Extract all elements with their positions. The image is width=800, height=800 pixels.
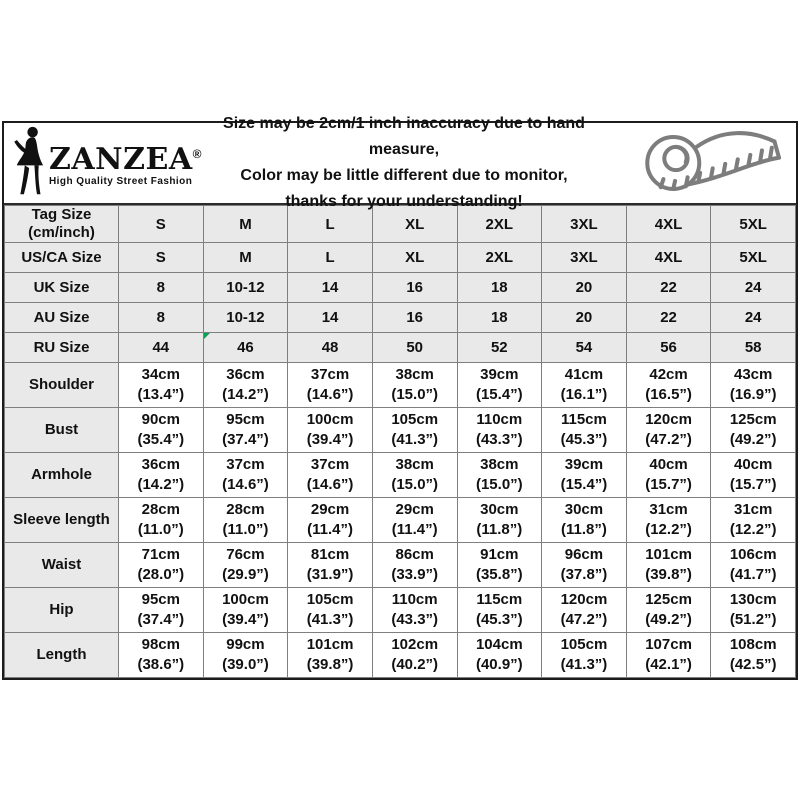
measure-value-cell bbox=[457, 633, 542, 678]
value-cm: 86cm bbox=[395, 546, 434, 563]
comment-marker-icon bbox=[204, 333, 210, 339]
value-inch: (14.6”) bbox=[222, 476, 269, 493]
brand-name: ZANZEA® bbox=[49, 142, 202, 177]
size-value-cell: 24 bbox=[711, 303, 796, 333]
value-inch: (41.3”) bbox=[306, 611, 354, 628]
size-row bbox=[5, 243, 796, 273]
measure-value-cell bbox=[203, 408, 288, 453]
value-cm: 38cm bbox=[395, 456, 434, 473]
value-cm: 96cm bbox=[564, 546, 604, 563]
measure-value-cell bbox=[626, 363, 711, 408]
value-cm: 102cm bbox=[391, 636, 439, 653]
value-inch: (37.4”) bbox=[137, 611, 185, 628]
size-value-cell: 56 bbox=[626, 333, 711, 363]
value-cm: 125cm bbox=[729, 411, 777, 428]
measure-value-cell bbox=[119, 543, 204, 588]
value-cm: 31cm bbox=[734, 501, 773, 518]
value-cm: 130cm bbox=[729, 591, 777, 608]
value-inch: (33.9”) bbox=[391, 566, 439, 583]
value-inch: (39.4”) bbox=[222, 611, 269, 628]
measure-row bbox=[5, 453, 796, 498]
size-value-cell: M bbox=[203, 243, 288, 273]
value-cm: 101cm bbox=[645, 546, 692, 563]
value-cm: 71cm bbox=[141, 546, 180, 563]
value-inch: (15.7”) bbox=[729, 476, 777, 493]
value-cm: 108cm bbox=[729, 636, 777, 653]
size-value-cell: 58 bbox=[711, 333, 796, 363]
value-cm: 99cm bbox=[226, 636, 265, 653]
value-inch: (15.7”) bbox=[645, 476, 692, 493]
value-inch: (49.2”) bbox=[729, 431, 777, 448]
value-cm: 38cm bbox=[395, 366, 434, 383]
value-inch: (38.6”) bbox=[137, 656, 185, 673]
size-value-cell: XL bbox=[372, 243, 457, 273]
measure-value-cell bbox=[203, 633, 288, 678]
value-inch: (31.9”) bbox=[306, 566, 354, 583]
row-label: Waist bbox=[5, 543, 119, 588]
row-label-line: AU Size bbox=[33, 308, 90, 326]
measurement-notice bbox=[184, 111, 624, 215]
value-cm: 81cm bbox=[310, 546, 350, 563]
row-label: Hip bbox=[5, 588, 119, 633]
measure-value-cell bbox=[119, 453, 204, 498]
row-label bbox=[5, 243, 119, 273]
value-cm: 105cm bbox=[306, 591, 354, 608]
value-cm: 29cm bbox=[395, 501, 434, 518]
row-label: Shoulder bbox=[5, 363, 119, 408]
value-cm: 39cm bbox=[480, 366, 519, 383]
size-value-cell: 52 bbox=[457, 333, 542, 363]
measure-value-cell bbox=[457, 498, 542, 543]
size-value-cell: 16 bbox=[372, 303, 457, 333]
row-label-line: Tag Size bbox=[31, 206, 92, 223]
size-value-cell: L bbox=[288, 206, 373, 243]
measure-value-cell bbox=[542, 408, 627, 453]
value-inch: (11.4”) bbox=[307, 521, 353, 538]
size-value-cell: 46 bbox=[203, 333, 288, 363]
value-cm: 39cm bbox=[564, 456, 604, 473]
measure-value-cell bbox=[542, 453, 627, 498]
notice-line-3: thanks for your understanding! bbox=[285, 193, 523, 210]
measure-value-cell bbox=[711, 633, 796, 678]
measure-value-cell bbox=[119, 363, 204, 408]
measure-row bbox=[5, 498, 796, 543]
size-value-cell: 18 bbox=[457, 303, 542, 333]
measure-value-cell bbox=[372, 498, 457, 543]
value-inch: (49.2”) bbox=[645, 611, 692, 628]
measure-value-cell bbox=[457, 543, 542, 588]
value-cm: 41cm bbox=[564, 366, 604, 383]
size-value-cell: S bbox=[119, 243, 204, 273]
measure-value-cell bbox=[457, 363, 542, 408]
value-inch: (14.6”) bbox=[306, 386, 354, 403]
value-inch: (41.3”) bbox=[560, 656, 608, 673]
value-inch: (13.4”) bbox=[137, 386, 185, 403]
value-cm: 37cm bbox=[310, 456, 350, 473]
measure-value-cell bbox=[203, 543, 288, 588]
size-value-cell: 10-12 bbox=[203, 273, 288, 303]
value-cm: 120cm bbox=[560, 591, 608, 608]
size-value-cell: 5XL bbox=[711, 243, 796, 273]
brand-text bbox=[49, 139, 202, 187]
measure-value-cell bbox=[626, 588, 711, 633]
value-inch: (43.3”) bbox=[475, 431, 523, 448]
measure-value-cell bbox=[372, 363, 457, 408]
measure-value-cell bbox=[626, 633, 711, 678]
value-cm: 107cm bbox=[645, 636, 692, 653]
value-cm: 40cm bbox=[734, 456, 773, 473]
value-cm: 36cm bbox=[141, 456, 180, 473]
measure-value-cell bbox=[203, 498, 288, 543]
value-cm: 106cm bbox=[729, 546, 777, 563]
value-cm: 125cm bbox=[645, 591, 692, 608]
value-cm: 120cm bbox=[645, 411, 692, 428]
size-value-cell: S bbox=[119, 206, 204, 243]
measure-value-cell bbox=[457, 453, 542, 498]
value-inch: (42.5”) bbox=[729, 656, 777, 673]
measure-value-cell bbox=[457, 588, 542, 633]
woman-silhouette-icon bbox=[12, 126, 48, 201]
measure-value-cell bbox=[626, 498, 711, 543]
value-inch: (15.4”) bbox=[475, 386, 523, 403]
size-value-cell: 20 bbox=[542, 303, 627, 333]
value-inch: (41.7”) bbox=[729, 566, 777, 583]
row-label bbox=[5, 303, 119, 333]
size-value-cell: 2XL bbox=[457, 206, 542, 243]
size-value-cell: 44 bbox=[119, 333, 204, 363]
value-cm: 37cm bbox=[310, 366, 350, 383]
value-cm: 100cm bbox=[222, 591, 269, 608]
size-chart-panel bbox=[2, 115, 798, 680]
measure-value-cell bbox=[542, 633, 627, 678]
value-cm: 105cm bbox=[560, 636, 608, 653]
size-value-cell: 8 bbox=[119, 303, 204, 333]
size-row bbox=[5, 303, 796, 333]
measuring-tape-icon bbox=[624, 120, 796, 206]
row-label: Bust bbox=[5, 408, 119, 453]
size-value-cell: 20 bbox=[542, 273, 627, 303]
value-cm: 28cm bbox=[226, 501, 265, 518]
measure-value-cell bbox=[288, 453, 373, 498]
size-value-cell: 10-12 bbox=[203, 303, 288, 333]
measure-value-cell bbox=[119, 408, 204, 453]
value-inch: (14.2”) bbox=[137, 476, 185, 493]
value-inch: (35.8”) bbox=[475, 566, 523, 583]
measure-value-cell bbox=[711, 543, 796, 588]
value-cm: 115cm bbox=[560, 411, 607, 428]
value-cm: 91cm bbox=[480, 546, 519, 563]
value-inch: (47.2”) bbox=[645, 431, 692, 448]
size-value-cell: 3XL bbox=[542, 206, 627, 243]
measure-value-cell bbox=[372, 588, 457, 633]
measure-row bbox=[5, 408, 796, 453]
size-value-cell: M bbox=[203, 206, 288, 243]
value-inch: (37.4”) bbox=[222, 431, 269, 448]
value-inch: (14.6”) bbox=[306, 476, 354, 493]
value-inch: (15.0”) bbox=[391, 476, 439, 493]
measure-value-cell bbox=[626, 408, 711, 453]
measure-value-cell bbox=[203, 363, 288, 408]
measure-value-cell bbox=[711, 363, 796, 408]
size-value-cell: 54 bbox=[542, 333, 627, 363]
value-inch: (15.0”) bbox=[475, 476, 523, 493]
value-cm: 90cm bbox=[141, 411, 180, 428]
row-label: Length bbox=[5, 633, 119, 678]
value-cm: 38cm bbox=[480, 456, 519, 473]
row-label-line: (cm/inch) bbox=[28, 224, 95, 241]
value-inch: (40.2”) bbox=[391, 656, 439, 673]
size-value-cell: L bbox=[288, 243, 373, 273]
measure-row bbox=[5, 543, 796, 588]
row-label-line: RU Size bbox=[33, 338, 90, 356]
size-value-cell: 18 bbox=[457, 273, 542, 303]
value-inch: (11.8”) bbox=[476, 521, 523, 538]
value-cm: 95cm bbox=[226, 411, 265, 428]
size-value-cell: 5XL bbox=[711, 206, 796, 243]
measure-value-cell bbox=[542, 543, 627, 588]
measure-value-cell bbox=[288, 543, 373, 588]
size-value-cell: 8 bbox=[119, 273, 204, 303]
value-inch: (15.0”) bbox=[391, 386, 439, 403]
measure-value-cell bbox=[372, 543, 457, 588]
value-cm: 28cm bbox=[141, 501, 180, 518]
measure-value-cell bbox=[711, 453, 796, 498]
measure-value-cell bbox=[288, 408, 373, 453]
measure-row bbox=[5, 588, 796, 633]
value-inch: (12.2”) bbox=[729, 521, 777, 538]
value-cm: 43cm bbox=[734, 366, 773, 383]
value-cm: 34cm bbox=[141, 366, 180, 383]
size-value-cell: XL bbox=[372, 206, 457, 243]
measure-value-cell bbox=[372, 453, 457, 498]
measure-value-cell bbox=[119, 588, 204, 633]
size-value-cell: 4XL bbox=[626, 206, 711, 243]
measure-value-cell bbox=[626, 453, 711, 498]
value-cm: 37cm bbox=[226, 456, 265, 473]
measure-value-cell bbox=[288, 633, 373, 678]
value-inch: (42.1”) bbox=[645, 656, 692, 673]
brand-logo bbox=[4, 126, 202, 201]
measure-value-cell bbox=[372, 408, 457, 453]
measure-row bbox=[5, 633, 796, 678]
value-cm: 76cm bbox=[226, 546, 265, 563]
value-cm: 110cm bbox=[476, 411, 523, 428]
value-inch: (43.3”) bbox=[391, 611, 439, 628]
registered-mark: ® bbox=[192, 147, 202, 161]
notice-line-1: Size may be 2cm/1 inch inaccuracy due to hand measure, bbox=[223, 115, 585, 158]
row-label bbox=[5, 333, 119, 363]
size-value-cell: 14 bbox=[288, 303, 373, 333]
value-inch: (45.3”) bbox=[475, 611, 523, 628]
value-cm: 110cm bbox=[391, 591, 438, 608]
size-row bbox=[5, 333, 796, 363]
value-inch: (35.4”) bbox=[137, 431, 185, 448]
measure-value-cell bbox=[203, 453, 288, 498]
row-label bbox=[5, 273, 119, 303]
value-cm: 101cm bbox=[306, 636, 354, 653]
size-row bbox=[5, 273, 796, 303]
measure-value-cell bbox=[119, 498, 204, 543]
measure-value-cell bbox=[542, 363, 627, 408]
value-inch: (45.3”) bbox=[560, 431, 608, 448]
measure-value-cell bbox=[626, 543, 711, 588]
measure-value-cell bbox=[288, 498, 373, 543]
measure-value-cell bbox=[711, 498, 796, 543]
value-inch: (40.9”) bbox=[475, 656, 523, 673]
size-value-cell: 4XL bbox=[626, 243, 711, 273]
value-inch: (39.4”) bbox=[306, 431, 354, 448]
value-inch: (11.4”) bbox=[391, 521, 438, 538]
size-value-cell: 24 bbox=[711, 273, 796, 303]
value-inch: (47.2”) bbox=[560, 611, 608, 628]
value-cm: 30cm bbox=[564, 501, 604, 518]
value-cm: 36cm bbox=[226, 366, 265, 383]
value-cm: 105cm bbox=[391, 411, 439, 428]
value-inch: (16.9”) bbox=[729, 386, 777, 403]
value-inch: (28.0”) bbox=[137, 566, 185, 583]
size-value-cell: 22 bbox=[626, 273, 711, 303]
row-label-line: US/CA Size bbox=[21, 248, 102, 266]
measure-value-cell bbox=[119, 633, 204, 678]
value-cm: 95cm bbox=[141, 591, 180, 608]
value-inch: (29.9”) bbox=[222, 566, 269, 583]
row-label: Armhole bbox=[5, 453, 119, 498]
measure-value-cell bbox=[542, 588, 627, 633]
value-inch: (39.8”) bbox=[306, 656, 354, 673]
chart-header bbox=[4, 115, 796, 210]
value-cm: 29cm bbox=[310, 501, 350, 518]
size-value-cell: 14 bbox=[288, 273, 373, 303]
size-table bbox=[4, 205, 796, 678]
measure-value-cell bbox=[288, 363, 373, 408]
row-label: Sleeve length bbox=[5, 498, 119, 543]
value-inch: (14.2”) bbox=[222, 386, 269, 403]
row-label-line: UK Size bbox=[33, 278, 90, 296]
value-cm: 104cm bbox=[475, 636, 523, 653]
value-inch: (11.8”) bbox=[561, 521, 607, 538]
size-value-cell: 2XL bbox=[457, 243, 542, 273]
measure-value-cell bbox=[457, 408, 542, 453]
value-cm: 42cm bbox=[649, 366, 688, 383]
value-inch: (41.3”) bbox=[391, 431, 439, 448]
value-inch: (11.0”) bbox=[222, 521, 269, 538]
value-cm: 31cm bbox=[649, 501, 688, 518]
size-value-cell: 50 bbox=[372, 333, 457, 363]
measure-row bbox=[5, 363, 796, 408]
measure-value-cell bbox=[203, 588, 288, 633]
size-value-cell: 22 bbox=[626, 303, 711, 333]
value-inch: (39.0”) bbox=[222, 656, 269, 673]
size-value-cell: 48 bbox=[288, 333, 373, 363]
value-inch: (16.5”) bbox=[645, 386, 692, 403]
size-value-cell: 3XL bbox=[542, 243, 627, 273]
value-inch: (16.1”) bbox=[560, 386, 608, 403]
value-cm: 40cm bbox=[649, 456, 688, 473]
value-cm: 100cm bbox=[306, 411, 354, 428]
value-cm: 115cm bbox=[476, 591, 523, 608]
measure-value-cell bbox=[711, 408, 796, 453]
row-label bbox=[5, 206, 119, 243]
value-inch: (39.8”) bbox=[645, 566, 692, 583]
value-inch: (51.2”) bbox=[729, 611, 777, 628]
size-value-cell: 16 bbox=[372, 273, 457, 303]
measure-value-cell bbox=[542, 498, 627, 543]
measure-value-cell bbox=[288, 588, 373, 633]
notice-line-2: Color may be little different due to monitor, bbox=[240, 167, 568, 184]
measure-value-cell bbox=[372, 633, 457, 678]
value-inch: (37.8”) bbox=[560, 566, 608, 583]
value-cm: 30cm bbox=[480, 501, 519, 518]
brand-tagline: High Quality Street Fashion bbox=[49, 176, 193, 187]
measure-value-cell bbox=[711, 588, 796, 633]
value-inch: (11.0”) bbox=[137, 521, 184, 538]
value-inch: (12.2”) bbox=[645, 521, 692, 538]
value-inch: (15.4”) bbox=[560, 476, 608, 493]
value-cm: 98cm bbox=[141, 636, 180, 653]
